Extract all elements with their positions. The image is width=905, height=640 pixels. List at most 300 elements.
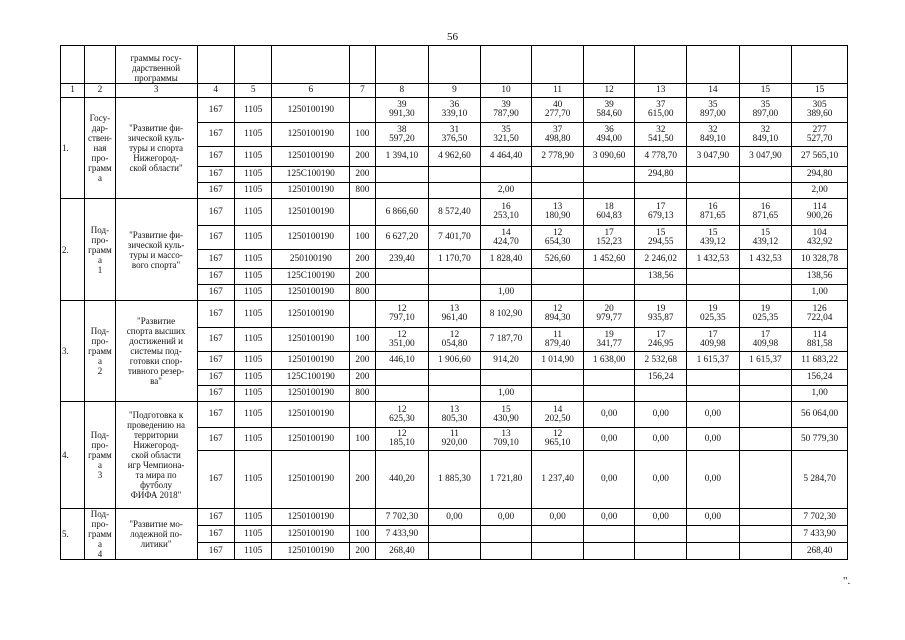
row-number-cell: 3. xyxy=(61,301,85,402)
column-number-cell: 6 xyxy=(272,84,350,98)
target-article-cell: 1250100190 xyxy=(272,386,350,402)
section-code-cell: 1105 xyxy=(234,199,271,226)
amount-cell: 17 409,98 xyxy=(687,328,740,352)
amount-cell xyxy=(583,183,635,199)
ministry-code-cell: 167 xyxy=(197,183,234,199)
amount-cell: 17 409,98 xyxy=(739,328,792,352)
amount-cell xyxy=(739,183,792,199)
total-amount-cell: 50 779,30 xyxy=(792,428,848,451)
amount-cell: 0,00 xyxy=(583,509,635,526)
column-number-cell: 1 xyxy=(61,84,85,98)
amount-cell: 17 246,95 xyxy=(635,328,687,352)
amount-cell xyxy=(583,526,635,543)
amount-cell: 37 615,00 xyxy=(635,98,687,123)
amount-cell: 16 253,10 xyxy=(480,199,532,226)
amount-cell xyxy=(429,543,481,560)
expense-type-cell: 200 xyxy=(350,451,375,509)
header-cell xyxy=(61,46,85,84)
amount-cell xyxy=(739,167,792,183)
target-article-cell: 1250100190 xyxy=(272,402,350,428)
amount-cell: 13 961,40 xyxy=(429,301,481,328)
total-amount-cell: 1,00 xyxy=(792,285,848,301)
table-row xyxy=(61,402,848,428)
amount-cell: 15 439,12 xyxy=(739,226,792,250)
header-cell xyxy=(375,46,429,84)
header-cell xyxy=(350,46,375,84)
total-amount-cell: 104 432,92 xyxy=(792,226,848,250)
amount-cell xyxy=(532,370,584,386)
amount-cell xyxy=(429,285,481,301)
section-code-cell: 1105 xyxy=(234,370,271,386)
expense-type-cell: 100 xyxy=(350,526,375,543)
ministry-code-cell: 167 xyxy=(197,543,234,560)
expense-type-cell: 200 xyxy=(350,269,375,285)
amount-cell: 4 464,40 xyxy=(480,147,532,167)
total-amount-cell: 11 683,22 xyxy=(792,352,848,370)
section-code-cell: 1105 xyxy=(234,543,271,560)
page-number: 56 xyxy=(447,31,458,43)
total-amount-cell: 7 433,90 xyxy=(792,526,848,543)
column-number-cell: 2 xyxy=(85,84,115,98)
amount-cell xyxy=(739,285,792,301)
amount-cell: 32 849,10 xyxy=(687,123,740,147)
amount-cell xyxy=(687,370,740,386)
amount-cell xyxy=(739,509,792,526)
amount-cell: 19 935,87 xyxy=(635,301,687,328)
amount-cell: 15 439,12 xyxy=(687,226,740,250)
target-article-cell: 1250100190 xyxy=(272,147,350,167)
total-amount-cell: 114 900,26 xyxy=(792,199,848,226)
amount-cell: 19 025,35 xyxy=(739,301,792,328)
target-article-cell: 125С100190 xyxy=(272,370,350,386)
amount-cell xyxy=(739,402,792,428)
expense-type-cell xyxy=(350,199,375,226)
program-type-cell: Под- про- грамма 1 xyxy=(85,199,115,301)
total-amount-cell: 56 064,00 xyxy=(792,402,848,428)
target-article-cell: 1250100190 xyxy=(272,328,350,352)
expense-type-cell: 800 xyxy=(350,183,375,199)
amount-cell: 1,00 xyxy=(480,285,532,301)
amount-cell xyxy=(375,183,429,199)
column-number-cell: 11 xyxy=(532,84,584,98)
target-article-cell: 1250100190 xyxy=(272,509,350,526)
amount-cell: 1 452,60 xyxy=(583,250,635,269)
section-code-cell: 1105 xyxy=(234,451,271,509)
amount-cell: 20 979,77 xyxy=(583,301,635,328)
amount-cell xyxy=(739,451,792,509)
amount-cell xyxy=(739,526,792,543)
program-type-cell: Под- про- грамма 4 xyxy=(85,509,115,560)
closing-quote-mark: ". xyxy=(843,575,851,587)
amount-cell: 6 627,20 xyxy=(375,226,429,250)
ministry-code-cell: 167 xyxy=(197,147,234,167)
amount-cell xyxy=(635,386,687,402)
amount-cell xyxy=(375,269,429,285)
amount-cell: 32 541,50 xyxy=(635,123,687,147)
section-code-cell: 1105 xyxy=(234,250,271,269)
program-title-cell: "Развитие спорта высших достижений и системы под- готовки спор- тивного резер- ва" xyxy=(115,301,197,402)
amount-cell: 0,00 xyxy=(583,428,635,451)
ministry-code-cell: 167 xyxy=(197,301,234,328)
amount-cell: 35 321,50 xyxy=(480,123,532,147)
amount-cell: 138,56 xyxy=(635,269,687,285)
total-amount-cell: 294,80 xyxy=(792,167,848,183)
amount-cell xyxy=(739,428,792,451)
column-number-cell: 13 xyxy=(635,84,687,98)
amount-cell xyxy=(583,370,635,386)
header-cell xyxy=(583,46,635,84)
amount-cell: 17 679,13 xyxy=(635,199,687,226)
program-type-cell: Под- про- грамма 3 xyxy=(85,402,115,509)
total-amount-cell: 27 565,10 xyxy=(792,147,848,167)
target-article-cell: 1250100190 xyxy=(272,543,350,560)
expense-type-cell: 200 xyxy=(350,352,375,370)
amount-cell: 13 709,10 xyxy=(480,428,532,451)
amount-cell xyxy=(532,543,584,560)
expense-type-cell xyxy=(350,402,375,428)
target-article-cell: 250100190 xyxy=(272,250,350,269)
amount-cell: 7 187,70 xyxy=(480,328,532,352)
expense-type-cell: 100 xyxy=(350,428,375,451)
total-amount-cell: 10 328,78 xyxy=(792,250,848,269)
row-number-cell: 5. xyxy=(61,509,85,560)
amount-cell xyxy=(687,526,740,543)
header-cell xyxy=(272,46,350,84)
amount-cell: 7 702,30 xyxy=(375,509,429,526)
expense-type-cell: 200 xyxy=(350,147,375,167)
ministry-code-cell: 167 xyxy=(197,428,234,451)
total-amount-cell: 156,24 xyxy=(792,370,848,386)
target-article-cell: 1250100190 xyxy=(272,199,350,226)
budget-table-container xyxy=(60,45,848,560)
amount-cell xyxy=(635,526,687,543)
amount-cell: 35 897,00 xyxy=(739,98,792,123)
total-amount-cell: 126 722,04 xyxy=(792,301,848,328)
ministry-code-cell: 167 xyxy=(197,269,234,285)
target-article-cell: 1250100190 xyxy=(272,451,350,509)
amount-cell: 14 202,50 xyxy=(532,402,584,428)
amount-cell xyxy=(739,386,792,402)
amount-cell xyxy=(480,526,532,543)
amount-cell xyxy=(375,386,429,402)
amount-cell: 12 185,10 xyxy=(375,428,429,451)
target-article-cell: 125С100190 xyxy=(272,269,350,285)
row-number-cell: 2. xyxy=(61,199,85,301)
amount-cell: 11 879,40 xyxy=(532,328,584,352)
amount-cell xyxy=(687,386,740,402)
amount-cell: 0,00 xyxy=(687,402,740,428)
table-header-row xyxy=(61,46,848,84)
amount-cell: 2 778,90 xyxy=(532,147,584,167)
target-article-cell: 1250100190 xyxy=(272,428,350,451)
header-cell xyxy=(197,46,234,84)
amount-cell: 13 180,90 xyxy=(532,199,584,226)
section-code-cell: 1105 xyxy=(234,269,271,285)
ministry-code-cell: 167 xyxy=(197,451,234,509)
section-code-cell: 1105 xyxy=(234,285,271,301)
header-cell xyxy=(687,46,740,84)
section-code-cell: 1105 xyxy=(234,147,271,167)
amount-cell: 11 920,00 xyxy=(429,428,481,451)
expense-type-cell: 200 xyxy=(350,250,375,269)
program-title-cell: "Развитие фи- зической куль- туры и спорта Нижегород- ской области" xyxy=(115,98,197,199)
amount-cell: 38 597,20 xyxy=(375,123,429,147)
amount-cell: 12 894,30 xyxy=(532,301,584,328)
ministry-code-cell: 167 xyxy=(197,509,234,526)
amount-cell: 3 090,60 xyxy=(583,147,635,167)
expense-type-cell: 100 xyxy=(350,328,375,352)
expense-type-cell xyxy=(350,98,375,123)
amount-cell: 35 897,00 xyxy=(687,98,740,123)
column-number-cell: 14 xyxy=(687,84,740,98)
section-code-cell: 1105 xyxy=(234,226,271,250)
amount-cell: 0,00 xyxy=(635,402,687,428)
amount-cell: 0,00 xyxy=(429,509,481,526)
section-code-cell: 1105 xyxy=(234,301,271,328)
amount-cell: 7 401,70 xyxy=(429,226,481,250)
amount-cell xyxy=(687,167,740,183)
target-article-cell: 1250100190 xyxy=(272,285,350,301)
amount-cell xyxy=(532,386,584,402)
amount-cell: 1 615,37 xyxy=(687,352,740,370)
amount-cell: 1 828,40 xyxy=(480,250,532,269)
table-row xyxy=(61,301,848,328)
amount-cell xyxy=(532,285,584,301)
total-amount-cell: 2,00 xyxy=(792,183,848,199)
header-cell xyxy=(739,46,792,84)
section-code-cell: 1105 xyxy=(234,386,271,402)
amount-cell: 1 638,00 xyxy=(583,352,635,370)
amount-cell: 1 906,60 xyxy=(429,352,481,370)
expense-type-cell xyxy=(350,509,375,526)
table-row xyxy=(61,98,848,123)
target-article-cell: 1250100190 xyxy=(272,301,350,328)
amount-cell xyxy=(687,269,740,285)
amount-cell: 4 962,60 xyxy=(429,147,481,167)
section-code-cell: 1105 xyxy=(234,352,271,370)
amount-cell: 1 615,37 xyxy=(739,352,792,370)
target-article-cell: 1250100190 xyxy=(272,123,350,147)
ministry-code-cell: 167 xyxy=(197,328,234,352)
amount-cell xyxy=(480,543,532,560)
total-amount-cell: 138,56 xyxy=(792,269,848,285)
amount-cell xyxy=(532,167,584,183)
column-number-row xyxy=(61,84,848,98)
amount-cell xyxy=(583,285,635,301)
section-code-cell: 1105 xyxy=(234,526,271,543)
header-cell xyxy=(85,46,115,84)
amount-cell: 37 498,80 xyxy=(532,123,584,147)
amount-cell xyxy=(687,183,740,199)
amount-cell xyxy=(429,167,481,183)
target-article-cell: 1250100190 xyxy=(272,98,350,123)
amount-cell: 3 047,90 xyxy=(687,147,740,167)
table-row xyxy=(61,199,848,226)
total-amount-cell: 277 527,70 xyxy=(792,123,848,147)
row-number-cell: 4. xyxy=(61,402,85,509)
total-amount-cell: 1,00 xyxy=(792,386,848,402)
amount-cell: 40 277,70 xyxy=(532,98,584,123)
amount-cell: 7 433,90 xyxy=(375,526,429,543)
amount-cell: 0,00 xyxy=(635,509,687,526)
expense-type-cell: 100 xyxy=(350,226,375,250)
amount-cell xyxy=(583,167,635,183)
budget-table xyxy=(60,45,848,560)
amount-cell xyxy=(375,285,429,301)
amount-cell: 16 871,65 xyxy=(687,199,740,226)
column-number-cell: 9 xyxy=(429,84,481,98)
column-number-cell: 5 xyxy=(234,84,271,98)
target-article-cell: 125С100190 xyxy=(272,167,350,183)
amount-cell: 239,40 xyxy=(375,250,429,269)
column-number-cell: 8 xyxy=(375,84,429,98)
amount-cell: 0,00 xyxy=(687,428,740,451)
program-title-cell: "Развитие мо- лодежной по- литики" xyxy=(115,509,197,560)
amount-cell: 32 849,10 xyxy=(739,123,792,147)
amount-cell: 1 885,30 xyxy=(429,451,481,509)
amount-cell: 4 778,70 xyxy=(635,147,687,167)
amount-cell: 12 054,80 xyxy=(429,328,481,352)
amount-cell: 15 430,90 xyxy=(480,402,532,428)
amount-cell xyxy=(375,370,429,386)
amount-cell: 19 341,77 xyxy=(583,328,635,352)
ministry-code-cell: 167 xyxy=(197,98,234,123)
amount-cell: 526,60 xyxy=(532,250,584,269)
amount-cell: 440,20 xyxy=(375,451,429,509)
amount-cell: 12 797,10 xyxy=(375,301,429,328)
section-code-cell: 1105 xyxy=(234,98,271,123)
amount-cell: 1 394,10 xyxy=(375,147,429,167)
ministry-code-cell: 167 xyxy=(197,352,234,370)
amount-cell: 0,00 xyxy=(583,402,635,428)
amount-cell: 36 339,10 xyxy=(429,98,481,123)
section-code-cell: 1105 xyxy=(234,402,271,428)
amount-cell: 8 572,40 xyxy=(429,199,481,226)
target-article-cell: 1250100190 xyxy=(272,226,350,250)
amount-cell: 0,00 xyxy=(532,509,584,526)
target-article-cell: 1250100190 xyxy=(272,183,350,199)
amount-cell xyxy=(429,370,481,386)
amount-cell xyxy=(635,543,687,560)
total-amount-cell: 114 881,58 xyxy=(792,328,848,352)
total-amount-cell: 5 284,70 xyxy=(792,451,848,509)
header-cell xyxy=(635,46,687,84)
expense-type-cell: 200 xyxy=(350,370,375,386)
ministry-code-cell: 167 xyxy=(197,123,234,147)
section-code-cell: 1105 xyxy=(234,509,271,526)
column-number-cell: 12 xyxy=(583,84,635,98)
expense-type-cell: 800 xyxy=(350,386,375,402)
table-row xyxy=(61,509,848,526)
amount-cell xyxy=(687,285,740,301)
amount-cell: 156,24 xyxy=(635,370,687,386)
ministry-code-cell: 167 xyxy=(197,526,234,543)
ministry-code-cell: 167 xyxy=(197,250,234,269)
program-type-cell: Под- про- грамма 2 xyxy=(85,301,115,402)
amount-cell: 1,00 xyxy=(480,386,532,402)
header-cell: граммы госу- дарственной программы xyxy=(115,46,197,84)
amount-cell: 268,40 xyxy=(375,543,429,560)
amount-cell: 17 152,23 xyxy=(583,226,635,250)
section-code-cell: 1105 xyxy=(234,183,271,199)
amount-cell xyxy=(739,269,792,285)
section-code-cell: 1105 xyxy=(234,428,271,451)
amount-cell xyxy=(635,285,687,301)
amount-cell: 39 584,60 xyxy=(583,98,635,123)
amount-cell: 2 532,68 xyxy=(635,352,687,370)
column-number-cell: 15 xyxy=(739,84,792,98)
total-amount-cell: 305 389,60 xyxy=(792,98,848,123)
amount-cell: 0,00 xyxy=(635,451,687,509)
amount-cell: 31 376,50 xyxy=(429,123,481,147)
header-cell xyxy=(480,46,532,84)
header-cell xyxy=(234,46,271,84)
section-code-cell: 1105 xyxy=(234,123,271,147)
program-type-cell: Госу- дар- ствен- ная про- грамма xyxy=(85,98,115,199)
amount-cell: 1 721,80 xyxy=(480,451,532,509)
amount-cell xyxy=(532,183,584,199)
amount-cell: 19 025,35 xyxy=(687,301,740,328)
amount-cell: 16 871,65 xyxy=(739,199,792,226)
amount-cell: 18 604,83 xyxy=(583,199,635,226)
amount-cell xyxy=(480,370,532,386)
expense-type-cell: 800 xyxy=(350,285,375,301)
amount-cell: 1 014,90 xyxy=(532,352,584,370)
column-number-cell: 7 xyxy=(350,84,375,98)
amount-cell xyxy=(583,386,635,402)
amount-cell xyxy=(480,167,532,183)
amount-cell xyxy=(583,543,635,560)
header-cell xyxy=(792,46,848,84)
amount-cell: 0,00 xyxy=(687,451,740,509)
ministry-code-cell: 167 xyxy=(197,285,234,301)
amount-cell: 39 991,30 xyxy=(375,98,429,123)
program-title-cell: "Подготовка к проведению на территории Нижегород- ской области игр Чемпиона- та мира по футболу ФИФА 2018" xyxy=(115,402,197,509)
ministry-code-cell: 167 xyxy=(197,226,234,250)
amount-cell: 12 965,10 xyxy=(532,428,584,451)
amount-cell: 12 351,00 xyxy=(375,328,429,352)
expense-type-cell: 100 xyxy=(350,123,375,147)
amount-cell: 36 494,00 xyxy=(583,123,635,147)
expense-type-cell: 200 xyxy=(350,543,375,560)
column-number-cell: 4 xyxy=(197,84,234,98)
amount-cell: 914,20 xyxy=(480,352,532,370)
total-amount-cell: 268,40 xyxy=(792,543,848,560)
amount-cell xyxy=(532,526,584,543)
amount-cell: 2,00 xyxy=(480,183,532,199)
amount-cell xyxy=(635,183,687,199)
amount-cell: 6 866,60 xyxy=(375,199,429,226)
ministry-code-cell: 167 xyxy=(197,386,234,402)
amount-cell: 446,10 xyxy=(375,352,429,370)
amount-cell xyxy=(429,386,481,402)
amount-cell xyxy=(739,370,792,386)
amount-cell: 1 237,40 xyxy=(532,451,584,509)
amount-cell: 1 170,70 xyxy=(429,250,481,269)
amount-cell: 294,80 xyxy=(635,167,687,183)
amount-cell: 3 047,90 xyxy=(739,147,792,167)
amount-cell xyxy=(583,269,635,285)
ministry-code-cell: 167 xyxy=(197,370,234,386)
row-number-cell: 1. xyxy=(61,98,85,199)
amount-cell: 0,00 xyxy=(480,509,532,526)
amount-cell: 12 654,30 xyxy=(532,226,584,250)
amount-cell xyxy=(739,543,792,560)
amount-cell xyxy=(429,269,481,285)
amount-cell: 13 805,30 xyxy=(429,402,481,428)
amount-cell: 1 432,53 xyxy=(739,250,792,269)
amount-cell xyxy=(532,269,584,285)
